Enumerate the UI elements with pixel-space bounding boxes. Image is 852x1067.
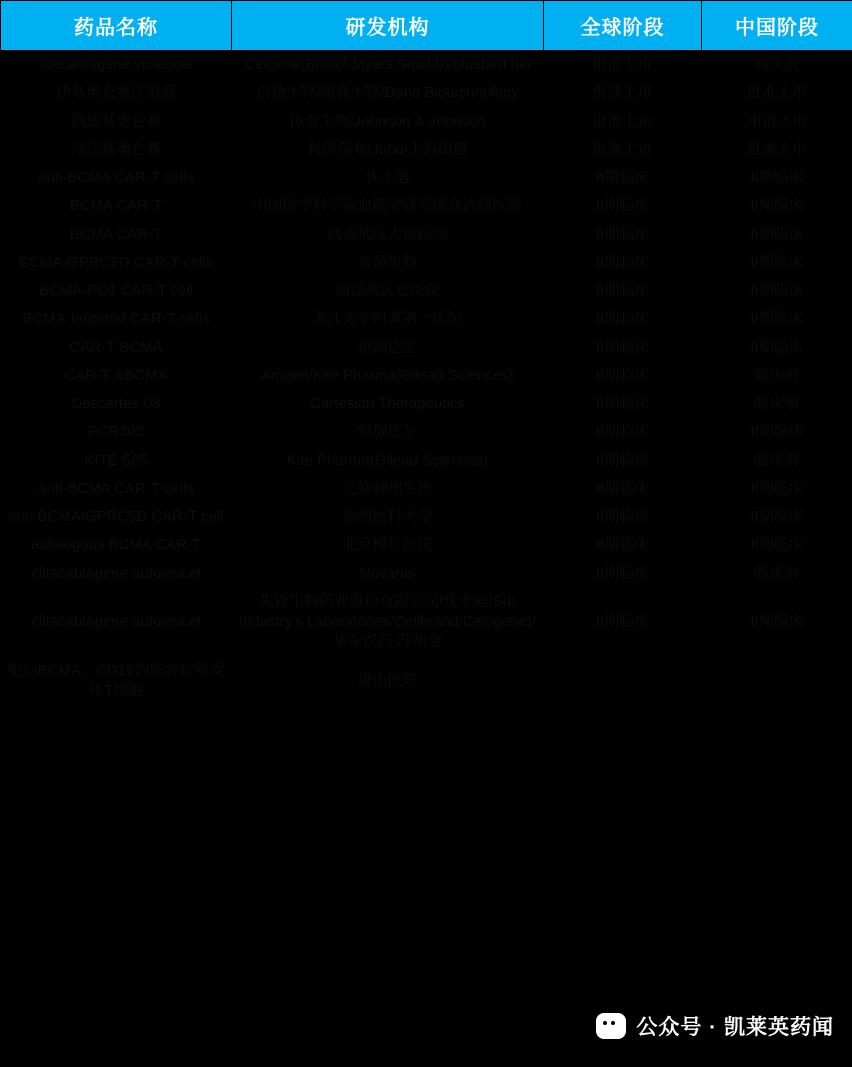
cell-developer: Amgen/Kite Pharma(Gilead Sciences) [232,362,544,390]
wechat-watermark [596,1011,834,1041]
cell-developer: 传奇生物/Johnson & Johnson [232,108,544,136]
table-row [1,164,852,192]
cell-china-phase: II期临床 [702,305,852,333]
cell-global-phase: II期临床 [544,305,702,333]
cell-developer: 优卡迪 [232,164,544,192]
table-row [1,249,852,277]
cell-developer: 先锋生物药业股份有限公司/优卡迪/Srb Industry's Laboratories/Cellbrand/Celogene)/华东医药 苏州金 [232,588,544,657]
column-header-developer: 研发机构 [232,1,544,51]
table-row [1,51,852,80]
cell-drug-name: ciltacabtagene autoleucel [1,560,232,588]
cell-drug-name: Descartes-08 [1,390,232,418]
table-row [1,503,852,531]
cell-global-phase: II期临床 [544,192,702,220]
cell-global-phase: II期临床 [544,221,702,249]
cell-developer: 合源生物 [232,249,544,277]
cell-global-phase: II期临床 [544,249,702,277]
table-row [1,447,852,475]
cell-global-phase: II期临床 [544,362,702,390]
cell-global-phase: 批准上市 [544,51,702,80]
cell-developer: 恒润达生 [232,334,544,362]
cell-drug-name: 靶向BCMA、CD19的嵌合抗原受体T细胞 [1,657,232,706]
cell-china-phase: II期临床 [702,221,852,249]
wechat-account-name: 公众号 · 凯莱英药闻 [636,1016,834,1039]
cell-china-phase: II期临床 [702,334,852,362]
column-header-china-phase: 中国阶段 [702,1,852,51]
cell-china-phase: II期临床 [702,588,852,657]
cell-china-phase [702,657,852,706]
cell-global-phase [544,657,702,706]
cell-china-phase: 批准上市 [702,79,852,107]
cell-drug-name: CAR-T BCMA [1,334,232,362]
table-row [1,334,852,362]
cell-drug-name: BCMA-PD1 CAR-T cell [1,277,232,305]
table-row [1,192,852,220]
cell-developer: 科济药业/Juno/上海国健 [232,136,544,164]
cell-drug-name: idecabtagene vicleucel [1,51,232,80]
cell-global-phase: II期临床 [544,334,702,362]
cell-developer: 恒瑞达生 [232,418,544,446]
cell-drug-name: BCMA-GPRC5D CAR-T cells [1,249,232,277]
cell-china-phase: II期临床 [702,164,852,192]
cell-global-phase: II期临床 [544,447,702,475]
table-row [1,108,852,136]
cell-developer: 艺妙神州生物 [232,475,544,503]
table-row [1,390,852,418]
cell-global-phase: II期临床 [544,418,702,446]
cell-global-phase: II期临床 [544,560,702,588]
cell-drug-name: FCR302 [1,418,232,446]
cell-developer: 信达生物/驯鹿生物/Dana Biotechnology [232,79,544,107]
cell-china-phase: 临床前 [702,51,852,80]
cell-china-phase: II期临床 [702,503,852,531]
table-row [1,560,852,588]
cell-global-phase: II期临床 [544,503,702,531]
table-header [1,1,852,51]
cell-drug-name: ciltacabtagene autoleucel [1,588,232,657]
table-row [1,418,852,446]
table-row [1,588,852,657]
cell-drug-name: autologous BCMA CAR-T [1,531,232,559]
table-row [1,657,852,706]
cell-developer: 南部战区总医院 [232,277,544,305]
cell-global-phase: II期临床 [544,164,702,192]
table-body [1,51,852,706]
cell-developer: 西南地区人民医院 [232,221,544,249]
cell-china-phase: II期临床 [702,475,852,503]
table-header-row [1,1,852,51]
cell-developer: 北京博仁医院 [232,531,544,559]
cell-developer: 徐州医科大学 [232,503,544,531]
cell-china-phase: 临床前 [702,390,852,418]
column-header-global-phase: 全球阶段 [544,1,702,51]
table-row [1,362,852,390]
cell-global-phase: 批准上市 [544,108,702,136]
cell-china-phase: II期临床 [702,192,852,220]
cell-drug-name: BCMA-targeted CAR-T cells [1,305,232,333]
cell-global-phase: II期临床 [544,475,702,503]
cell-developer: Kite Pharma(Gilead Sciences) [232,447,544,475]
cell-global-phase: 批准上市 [544,136,702,164]
cell-developer: Novartis [232,560,544,588]
wechat-icon [596,1013,626,1039]
cell-global-phase: II期临床 [544,390,702,418]
cell-china-phase: 临床前 [702,560,852,588]
cell-drug-name: 伊基奥仑赛注射液 [1,79,232,107]
column-header-drug-name: 药品名称 [1,1,232,51]
cell-drug-name: BCMA CAR-T [1,221,232,249]
cell-global-phase: II期临床 [544,277,702,305]
cell-china-phase: 临床前 [702,362,852,390]
table-row [1,531,852,559]
cell-drug-name: anti-BCMA CAR-T cells [1,475,232,503]
cell-developer: Cartesian Therapeutics [232,390,544,418]
cell-developer: 唐山医院 [232,657,544,706]
cell-drug-name: CAR-T &BCMA [1,362,232,390]
table-row [1,305,852,333]
cell-drug-name: KITE-585 [1,447,232,475]
table-row [1,221,852,249]
cell-drug-name: BCMA CAR-T [1,192,232,220]
cell-china-phase: II期临床 [702,249,852,277]
cell-china-phase: II期临床 [702,531,852,559]
cell-drug-name: 西达基奥仑赛 [1,108,232,136]
cell-drug-name: 泽沃基奥仑赛 [1,136,232,164]
cell-global-phase: II期临床 [544,588,702,657]
cell-drug-name: anti-BCMA CAR-T cells [1,164,232,192]
cell-developer: 浙江大学附属第一医院 [232,305,544,333]
cell-china-phase: II期临床 [702,277,852,305]
table-row [1,475,852,503]
table-row [1,79,852,107]
cell-developer: 中国医学科学院血液学研究所血液病医院 [232,192,544,220]
table-row [1,136,852,164]
cell-global-phase: II期临床 [544,531,702,559]
cell-global-phase: 批准上市 [544,79,702,107]
cell-developer: Celgene(Bristol-Myers Squibb)/bluebird bio [232,51,544,80]
table-row [1,277,852,305]
cell-china-phase: 批准上市 [702,136,852,164]
cell-drug-name: anti-BCMA/GPRC5D CAR-T cell [1,503,232,531]
cell-china-phase: II期临床 [702,418,852,446]
cell-china-phase: 临床前 [702,447,852,475]
cell-china-phase: 申请上市 [702,108,852,136]
